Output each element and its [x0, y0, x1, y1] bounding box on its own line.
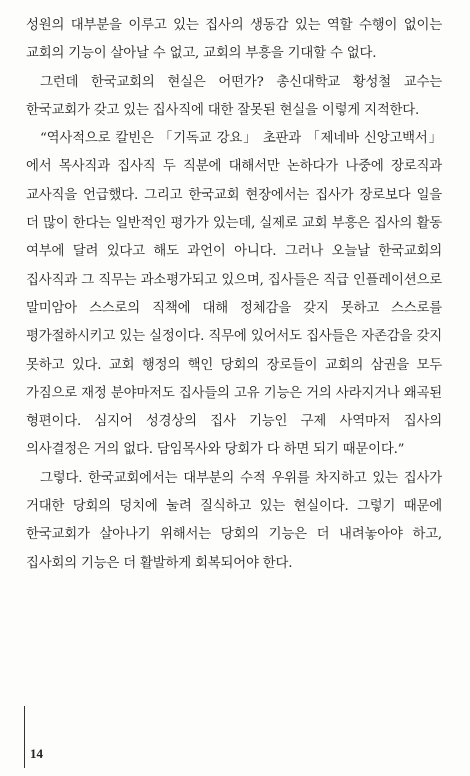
paragraph-continuation: 성원의 대부분을 이루고 있는 집사의 생동감 있는 역할 수행이 없이는 교회의 기능이 살아날 수 없고, 교회의 부흥을 기대할 수 없다. — [26, 18, 442, 62]
body-text — [26, 12, 442, 578]
paragraph-conclusion: 그렇다. 한국교회에서는 대부분의 수적 우위를 차지하고 있는 집사가 거대한 당회의 덩치에 눌려 질식하고 있는 현실이다. 그렇기 때문에 한국교회가 살아나기 위해서는 당회의 기능은 더 내려놓아야 하고, 집사회의 기능은 더 활발하게 회복되어야 한다. — [26, 470, 442, 571]
paragraph-quote: “역사적으로 칼빈은 「기독교 강요」 초판과 「제네바 신앙고백서」에서 목사직과 집사직 두 직분에 대해서만 논하다가 나중에 장로직과 교사직을 언급했다. 그리고 한국교회 현장에서는 집사가 장로보다 일을 더 많이 한다는 일반적인 평가가 있는데, 실제로 교회 부흥은 집사의 활동 여부에 달려 있다고 해도 과언이 아니다. 그러나 오늘날 한국교회의 집사직과 그 직무는 과소평가되고 있으며, 집사들은 직급 인플레이션으로 말미암아 스스로의 직책에 대해 정체감을 갖지 못하고 스스로를 평가절하시키고 있는 실정이다. 직무에 있어서도 집사들은 자존감을 갖지 못하고 있다. 교회 행정의 핵인 당회의 장로들이 교회의 삼권을 모두 가짐으로 재정 분야마저도 집사들의 고유 기능은 거의 사라지거나 왜곡된 형편이다. 심지어 성경상의 집사 기능인 구제 사역마저 집사의 의사결정은 거의 없다. 담임목사와 당회가 다 하면 되기 때문이다.” — [26, 131, 442, 458]
folio-rule — [24, 706, 25, 768]
paragraph-intro: 그런데 한국교회의 현실은 어떤가? 총신대학교 황성철 교수는 한국교회가 갖고 있는 집사직에 대한 잘못된 현실을 이렇게 지적한다. — [26, 74, 442, 118]
page-number: 14 — [30, 746, 43, 761]
